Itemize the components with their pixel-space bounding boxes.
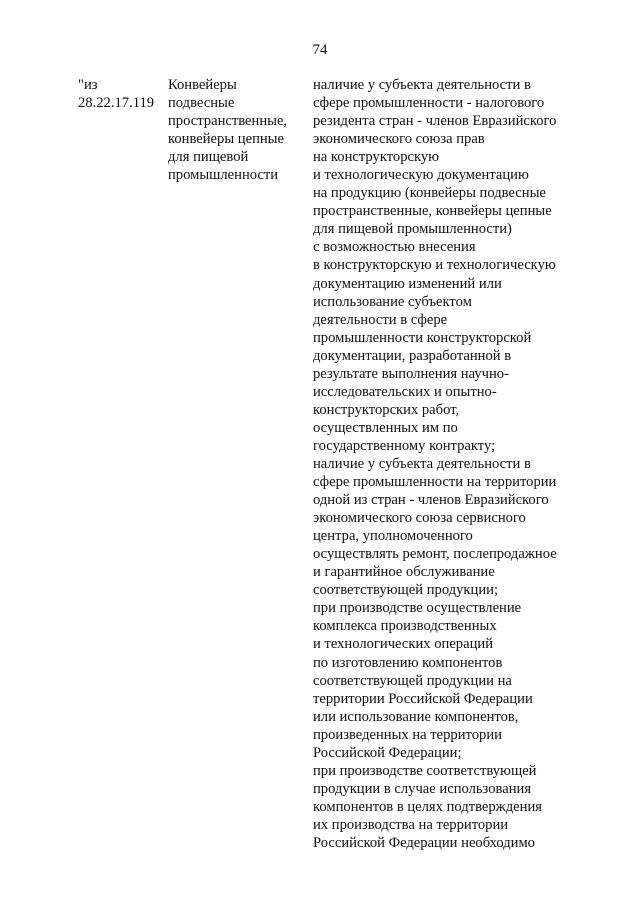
requirement-line: пространственные, конвейеры цепные xyxy=(313,203,552,220)
page-number: 74 xyxy=(312,42,328,58)
requirement-line: на продукцию (конвейеры подвесные xyxy=(313,185,546,202)
requirement-line: и технологическую документацию xyxy=(313,167,529,184)
requirement-line: промышленности конструкторской xyxy=(313,329,532,346)
requirement-line: при производстве соответствующей xyxy=(313,762,537,779)
requirement-line: конструкторских работ, xyxy=(313,401,460,418)
requirement-line: продукции в случае использования xyxy=(313,780,532,797)
requirement-line: с возможностью внесения xyxy=(313,239,476,256)
requirement-line: наличие у субъекта деятельности в xyxy=(313,77,531,93)
product-name-line: промышленности xyxy=(168,167,279,184)
requirements-cell xyxy=(313,76,581,852)
requirement-line: Российской Федерации необходимо xyxy=(313,834,535,851)
requirement-line: соответствующей продукции на xyxy=(313,672,512,689)
requirement-line: государственному контракту; xyxy=(313,437,496,454)
product-name-line: Конвейеры xyxy=(168,77,237,93)
requirement-line: резидента стран - членов Евразийского xyxy=(313,113,557,130)
requirement-line: документации, разработанной в xyxy=(313,347,512,364)
requirement-line: использование субъектом xyxy=(313,293,472,310)
okpd-code-line: "из xyxy=(78,77,98,93)
requirement-line: территории Российской Федерации xyxy=(313,690,533,707)
requirement-line: сфере промышленности на территории xyxy=(313,474,557,491)
requirement-line: результате выполнения научно- xyxy=(313,365,509,382)
product-name-line: подвесные xyxy=(168,95,235,112)
requirement-line: и технологических операций xyxy=(313,636,493,653)
okpd-code-line: 28.22.17.119 xyxy=(78,95,155,112)
requirement-line: экономического союза сервисного xyxy=(313,510,526,527)
requirement-line: соответствующей продукции; xyxy=(313,582,498,599)
product-name-cell xyxy=(168,76,300,184)
requirement-line: на конструкторскую xyxy=(313,149,440,166)
requirement-line: по изготовлению компонентов xyxy=(313,654,503,671)
requirement-line: осуществлять ремонт, послепродажное xyxy=(313,546,557,563)
requirement-line: при производстве осуществление xyxy=(313,600,522,617)
requirement-line: деятельности в сфере xyxy=(313,311,448,328)
product-name-line: для пищевой xyxy=(168,149,249,166)
requirement-line: документацию изменений или xyxy=(313,275,502,292)
requirement-line: экономического союза прав xyxy=(313,131,485,148)
requirement-line: или использование компонентов, xyxy=(313,708,519,725)
product-name-line: конвейеры цепные xyxy=(168,131,284,148)
requirement-line: произведенных на территории xyxy=(313,726,502,743)
requirement-line: компонентов в целях подтверждения xyxy=(313,798,542,815)
requirement-line: наличие у субъекта деятельности в xyxy=(313,455,531,472)
requirement-line: центра, уполномоченного xyxy=(313,528,473,545)
requirement-line: исследовательских и опытно- xyxy=(313,383,497,400)
requirement-line: комплекса производственных xyxy=(313,618,497,635)
requirement-line: сфере промышленности - налогового xyxy=(313,95,545,112)
requirement-line: их производства на территории xyxy=(313,816,509,833)
requirement-line: осуществленных им по xyxy=(313,419,458,436)
requirement-line: для пищевой промышленности) xyxy=(313,221,512,238)
requirement-line: Российской Федерации; xyxy=(313,744,462,761)
product-name-line: пространственные, xyxy=(168,113,288,130)
requirement-line: и гарантийное обслуживание xyxy=(313,564,495,581)
okpd-code-cell xyxy=(78,76,160,112)
requirement-line: одной из стран - членов Евразийского xyxy=(313,492,549,509)
requirement-line: в конструкторскую и технологическую xyxy=(313,257,556,274)
